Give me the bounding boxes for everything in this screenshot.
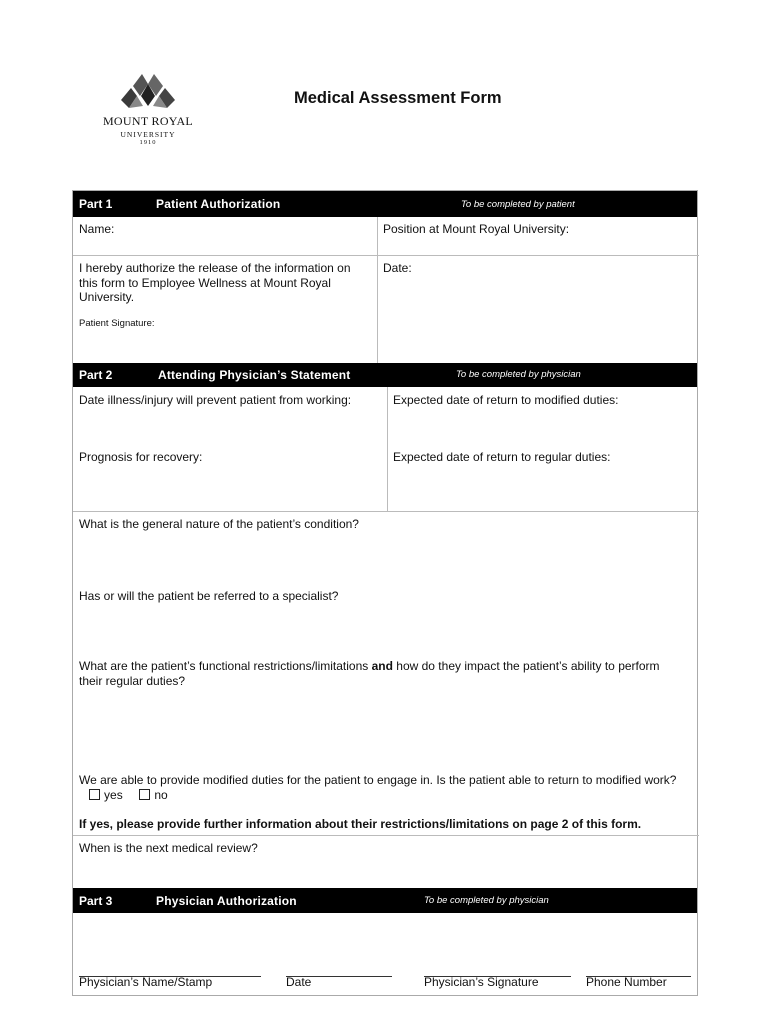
university-logo xyxy=(96,72,200,146)
regular-return-date-field[interactable]: Expected date of return to regular duties: xyxy=(393,450,611,464)
authorization-text: I hereby authorize the release of the information on this form to Employee Wellness at Mount Royal University. xyxy=(79,261,351,304)
logo-line-2: UNIVERSITY xyxy=(120,130,176,139)
part2-row-divider xyxy=(73,511,699,512)
patient-signature-field[interactable]: Patient Signature: xyxy=(79,318,155,329)
yes-checkbox-icon[interactable] xyxy=(89,789,100,800)
modified-return-date-field[interactable]: Expected date of return to modified duties: xyxy=(393,393,619,407)
modified-duties-question xyxy=(79,773,679,802)
assessment-form xyxy=(72,190,698,996)
logo-line-3: 1910 xyxy=(139,139,157,146)
review-row-divider xyxy=(73,835,699,836)
no-checkbox-icon[interactable] xyxy=(139,789,150,800)
restrictions-question-a: What are the patient’s functional restrictions/limitations xyxy=(79,659,369,673)
physician-date-label: Date xyxy=(286,975,312,989)
medical-review-field[interactable]: When is the next medical review? xyxy=(79,841,258,855)
yes-option[interactable] xyxy=(89,788,123,802)
no-option[interactable] xyxy=(139,788,167,802)
page-title: Medical Assessment Form xyxy=(294,89,502,107)
part3-completed-by: To be completed by physician xyxy=(424,895,549,906)
logo-line-1: MOUNT ROYAL xyxy=(102,114,194,128)
condition-nature-field[interactable]: What is the general nature of the patient’s condition? xyxy=(79,517,359,531)
part2-completed-by: To be completed by physician xyxy=(456,369,581,380)
patient-position-field[interactable]: Position at Mount Royal University: xyxy=(383,222,570,236)
date-illness-field[interactable]: Date illness/injury will prevent patient from working: xyxy=(79,393,352,407)
part2-number: Part 2 xyxy=(79,368,113,382)
yes-label: yes xyxy=(104,787,123,802)
restrictions-field[interactable] xyxy=(79,659,679,688)
restrictions-question-b: how do they impact the patient’s ability to perform their regular duties? xyxy=(79,659,660,688)
part2-column-divider xyxy=(387,387,388,511)
part1-column-divider xyxy=(377,217,378,363)
part1-title: Patient Authorization xyxy=(156,197,281,211)
part1-header xyxy=(73,191,697,217)
mount-royal-emblem-icon xyxy=(115,72,181,112)
patient-name-field[interactable]: Name: xyxy=(79,222,115,236)
specialist-referral-field[interactable]: Has or will the patient be referred to a specialist? xyxy=(79,589,339,603)
physician-name-stamp-label: Physician’s Name/Stamp xyxy=(79,975,213,989)
part1-row-divider xyxy=(73,255,699,256)
part3-number: Part 3 xyxy=(79,894,113,908)
modified-duties-text: We are able to provide modified duties for the patient to engage in. Is the patient able to return to modified work? xyxy=(79,773,677,787)
part1-completed-by: To be completed by patient xyxy=(461,199,575,210)
part2-header xyxy=(73,363,697,387)
prognosis-field[interactable]: Prognosis for recovery: xyxy=(79,450,203,464)
part2-title: Attending Physician’s Statement xyxy=(158,368,351,382)
part3-title: Physician Authorization xyxy=(156,894,297,908)
further-info-note: If yes, please provide further information about their restrictions/limitations on page 2 of this form. xyxy=(79,817,642,831)
part3-header xyxy=(73,888,697,913)
physician-signature-label: Physician’s Signature xyxy=(424,975,539,989)
no-label: no xyxy=(154,787,168,802)
restrictions-question-and: and xyxy=(371,659,393,673)
phone-number-label: Phone Number xyxy=(586,975,667,989)
part1-number: Part 1 xyxy=(79,197,113,211)
patient-date-field[interactable]: Date: xyxy=(383,261,412,275)
